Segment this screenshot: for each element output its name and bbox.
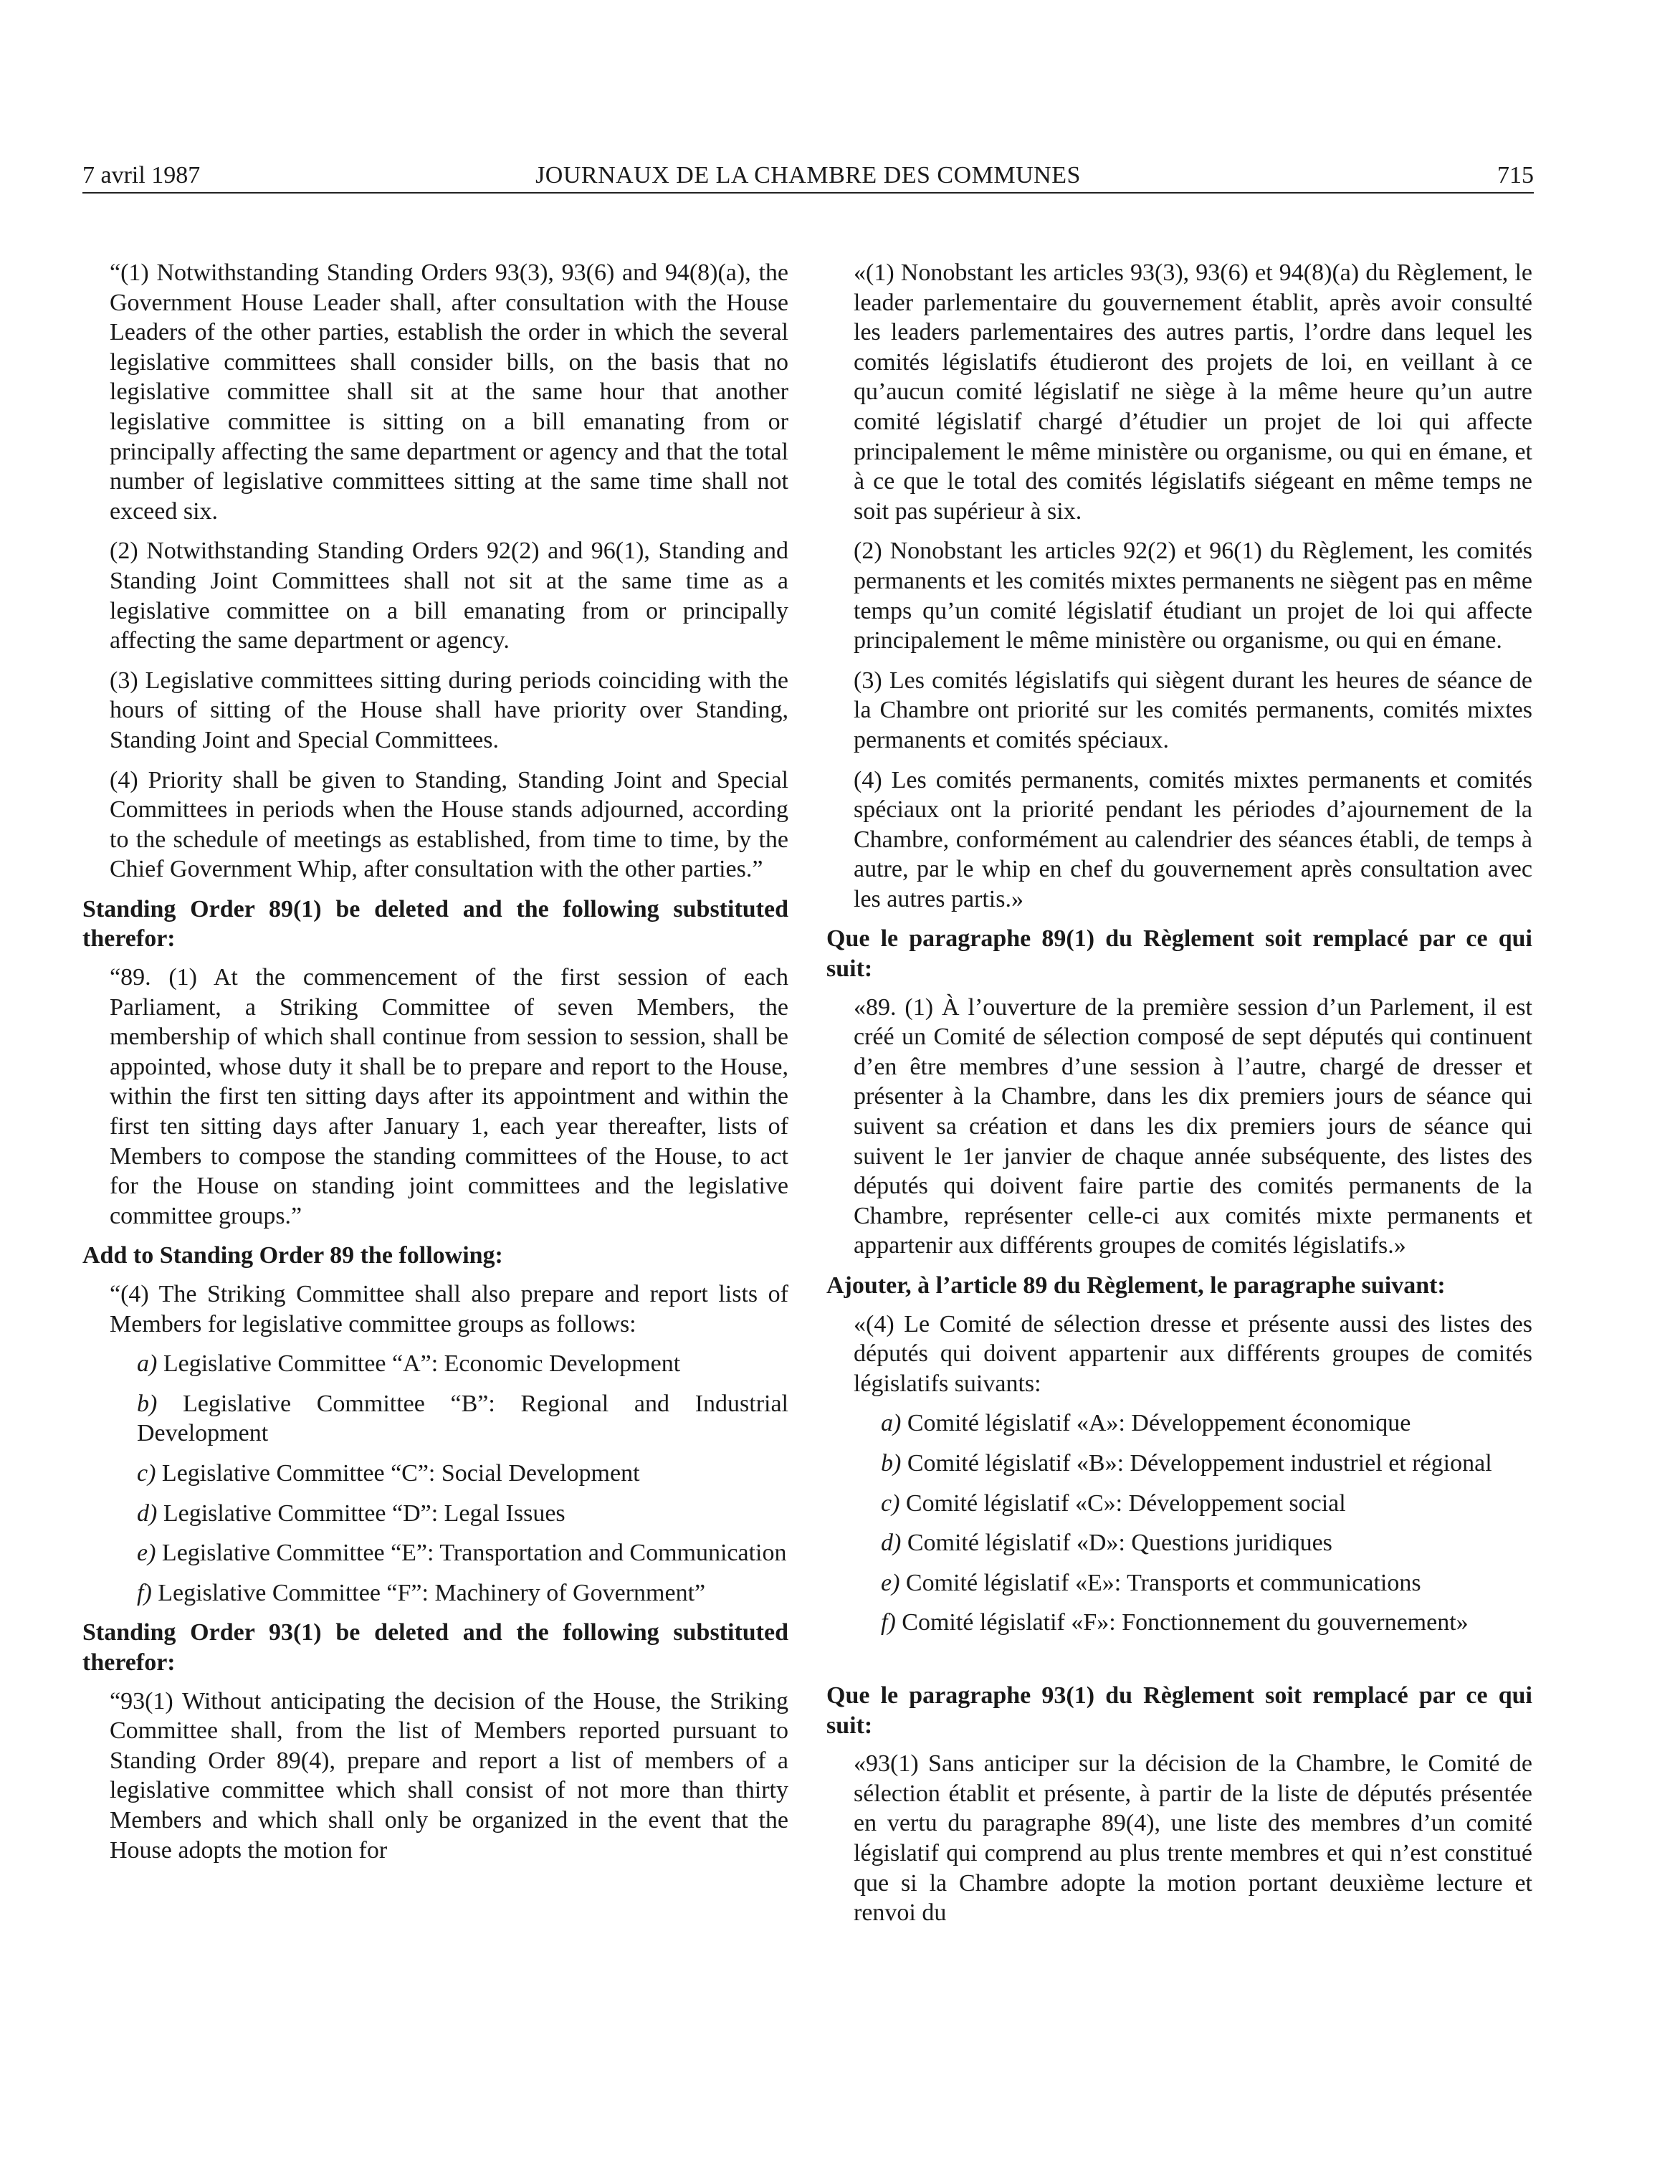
list-item-label: b) (137, 1390, 158, 1417)
fr-heading-1: Que le paragraphe 89(1) du Règlement soit remplacé par ce qui suit: (826, 925, 1532, 983)
list-item-text: Legislative Committee “B”: Regional and Industrial Development (137, 1390, 789, 1447)
fr-heading-2: Ajouter, à l’article 89 du Règlement, le paragraphe suivant: (826, 1272, 1446, 1299)
list-item (881, 1608, 1532, 1638)
list-item (881, 1528, 1532, 1558)
en-paragraph-4: (4) Priority shall be given to Standing, Standing Joint and Special Committees in periods when the House stands adjourned, according to the schedule of meetings as established, from time to time, by the Chief Government Whip, after consultation with the other parties.” (110, 766, 788, 883)
list-item-label: c) (881, 1489, 900, 1517)
en-paragraph-7: “93(1) Without anticipating the decision of the House, the Striking Committee shall, from the list of Members reported pursuant to Standing Order 89(4), prepare and report a list of members of a legislative committee which shall consist of not more than thirty Members and which shall only be organized in the event that the House adopts the motion for (110, 1687, 788, 1864)
page-number: 715 (1497, 162, 1534, 189)
list-item-text: Legislative Committee “D”: Legal Issues (163, 1499, 565, 1527)
list-item (137, 1578, 788, 1608)
list-item-label: a) (881, 1410, 902, 1437)
english-column (82, 258, 788, 1875)
fr-paragraph-6: «(4) Le Comité de sélection dresse et présente aussi des listes des députés qui doivent appartenir aux différents groupes de comités législatifs suivants: (854, 1310, 1532, 1397)
french-column (826, 258, 1532, 1938)
list-item-label: c) (137, 1459, 156, 1487)
list-item-label: b) (881, 1449, 902, 1477)
list-item (137, 1389, 788, 1449)
fr-paragraph-2: (2) Nonobstant les articles 92(2) et 96(1) du Règlement, les comités permanents et les comités mixtes permanents ne siègent pas en même temps qu’un comité législatif étudiant un projet de loi qui affecte principalement le même ministère ou organisme, ou qui en émane. (854, 538, 1532, 654)
list-item (137, 1538, 788, 1568)
header-date: 7 avril 1987 (82, 162, 201, 189)
en-heading-1: Standing Order 89(1) be deleted and the following substituted therefor: (82, 895, 788, 953)
fr-paragraph-3: (3) Les comités législatifs qui siègent durant les heures de séance de la Chambre ont priorité sur les comités permanents, comités mixtes permanents et comités spéciaux. (854, 667, 1532, 753)
fr-committee-list (881, 1408, 1532, 1638)
list-item-text: Legislative Committee “E”: Transportation and Communication (161, 1540, 787, 1567)
fr-paragraph-5: «89. (1) À l’ouverture de la première session d’un Parlement, il est créé un Comité de sélection composé de sept députés qui continuent d’en être membres d’une session à l’autre, chargé de dresser et présenter à la Chambre, dans les dix premiers jours de séance qui suivent sa création et dans les dix premiers jours de séance qui suivent le 1er janvier de chaque année subséquente, des listes des députés qui doivent faire partie des comités permanents de la Chambre, représenter celle-ci aux comités mixte permanents et appartenir aux différents groupes de comités législatifs.» (854, 993, 1532, 1259)
list-item-text: Comité législatif «F»: Fonctionnement du gouvernement» (902, 1609, 1469, 1636)
list-item (881, 1489, 1532, 1519)
en-heading-3: Standing Order 93(1) be deleted and the following substituted therefor: (82, 1619, 788, 1676)
list-item-text: Comité législatif «D»: Questions juridiques (907, 1530, 1332, 1557)
list-item (881, 1408, 1532, 1439)
list-item-text: Comité législatif «A»: Développement économique (907, 1410, 1411, 1437)
list-item-label: f) (137, 1579, 152, 1606)
en-heading-2: Add to Standing Order 89 the following: (82, 1242, 503, 1269)
fr-heading-3: Que le paragraphe 93(1) du Règlement soit remplacé par ce qui suit: (826, 1682, 1532, 1739)
list-item-text: Legislative Committee “C”: Social Development (161, 1459, 640, 1487)
fr-paragraph-1: «(1) Nonobstant les articles 93(3), 93(6) et 94(8)(a) du Règlement, le leader parlementaire du gouvernement établit, après avoir consulté les leaders parlementaires des autres partis, l’ordre dans lequel les comités législatifs étudieront des projets de loi, en veillant à ce qu’aucun comité législatif ne siège à la même heure qu’un autre comité législatif chargé d’étudier un projet de loi qui affecte principalement le même ministère ou organisme, ou qui en émane, et à ce que le total des comités législatifs siégeant en même temps ne soit pas supérieur à six. (854, 259, 1532, 525)
fr-paragraph-7: «93(1) Sans anticiper sur la décision de la Chambre, le Comité de sélection établit et présente, à partir de la liste de députés présentée en vertu du paragraphe 89(4), une liste des membres d’un comité législatif qui comprend au plus trente membres et qui n’est constitué que si la Chambre adopte la motion portant deuxième lecture et renvoi du (854, 1750, 1532, 1927)
list-item-text: Legislative Committee “A”: Economic Development (163, 1350, 681, 1378)
list-item (137, 1349, 788, 1379)
list-item-label: e) (137, 1540, 156, 1567)
en-paragraph-1: “(1) Notwithstanding Standing Orders 93(3), 93(6) and 94(8)(a), the Government House Leader shall, after consultation with the House Leaders of the other parties, establish the order in which the several legislative committees shall consider bills, on the basis that no legislative committee shall sit at the same hour that another legislative committee is sitting on a bill emanating from or principally affecting the same department or agency and that the total number of legislative committees sitting at the same time shall not exceed six. (110, 259, 788, 525)
list-item-text: Legislative Committee “F”: Machinery of Government” (158, 1579, 706, 1606)
en-paragraph-2: (2) Notwithstanding Standing Orders 92(2) and 96(1), Standing and Standing Joint Committees shall not sit at the same time as a legislative committee on a bill emanating from or principally affecting the same department or agency. (110, 538, 788, 654)
en-paragraph-5: “89. (1) At the commencement of the first session of each Parliament, a Striking Committee of seven Members, the membership of which shall continue from session to session, shall be appointed, whose duty it shall be to prepare and report to the House, within the first ten sitting days after its appointment and within the first ten sitting days after January 1, each year thereafter, lists of Members to compose the standing committees of the House, to act for the House on standing joint committees and the legislative committee groups.” (110, 964, 788, 1229)
en-committee-list (137, 1349, 788, 1608)
list-item-label: e) (881, 1569, 900, 1596)
page-header (82, 159, 1534, 194)
header-title: JOURNAUX DE LA CHAMBRE DES COMMUNES (535, 162, 1081, 189)
en-paragraph-6: “(4) The Striking Committee shall also prepare and report lists of Members for legislative committee groups as follows: (110, 1281, 788, 1337)
list-item-text: Comité législatif «C»: Développement social (905, 1489, 1346, 1517)
en-paragraph-3: (3) Legislative committees sitting during periods coinciding with the hours of sitting of the House shall have priority over Standing, Standing Joint and Special Committees. (110, 667, 788, 753)
fr-paragraph-4: (4) Les comités permanents, comités mixtes permanents et comités spéciaux ont la priorité pendant les périodes d’ajournement de la Chambre, conformément au calendrier des séances établi, de temps à autre, par le whip en chef du gouvernement après consultation avec les autres partis.» (854, 766, 1532, 912)
list-item (137, 1459, 788, 1489)
list-item (881, 1449, 1532, 1479)
list-item-label: d) (137, 1499, 158, 1527)
list-item-label: d) (881, 1530, 902, 1557)
list-item (881, 1568, 1532, 1598)
list-item-text: Comité législatif «B»: Développement industriel et régional (907, 1449, 1492, 1477)
list-item-label: a) (137, 1350, 158, 1378)
list-item-label: f) (881, 1609, 896, 1636)
list-item-text: Comité législatif «E»: Transports et communications (905, 1569, 1421, 1596)
list-item (137, 1499, 788, 1529)
